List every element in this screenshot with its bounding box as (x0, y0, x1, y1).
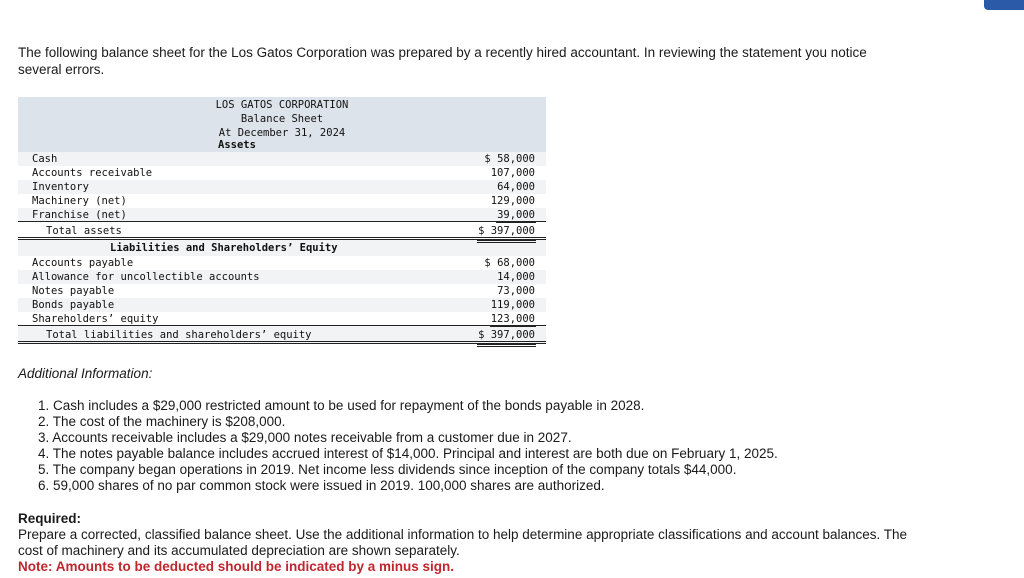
balance-sheet-header (18, 97, 546, 139)
statement-date: At December 31, 2024 (218, 127, 346, 139)
assets-heading: Assets (18, 138, 546, 152)
liability-row: Accounts payable $ 68,000 (32, 257, 535, 269)
list-item: 1. Cash includes a $29,000 restricted amount to be used for repayment of the bonds payable in 2028. (38, 398, 645, 413)
asset-row: Franchise (net) 39,000 (18, 208, 546, 222)
list-item: 6. 59,000 shares of no par common stock were issued in 2019. 100,000 shares are authorized. (38, 478, 605, 493)
asset-row: Accounts receivable 107,000 (32, 167, 535, 179)
liability-row: Shareholders’ equity 123,000 (18, 312, 546, 326)
company-name: LOS GATOS CORPORATION (215, 99, 349, 111)
liabilities-heading: Liabilities and Shareholders’ Equity (18, 240, 546, 256)
list-item: 5. The company began operations in 2019. Net income less dividends since inception of the company totals $44,000. (38, 462, 737, 477)
required-heading: Required: (18, 511, 82, 526)
required-text: Prepare a corrected, classified balance sheet. Use the additional information to help determine appropriate classifications and account balances. The cost of machinery and its accumulated depreciation are shown separately. (18, 527, 908, 558)
additional-info-heading: Additional Information: (18, 366, 153, 381)
liability-row: Notes payable 73,000 (32, 285, 535, 297)
asset-row: Cash $ 58,000 (18, 152, 546, 166)
total-assets-row: Total assets $ 397,000 (18, 222, 546, 240)
liability-row: Bonds payable 119,000 (18, 298, 546, 312)
statement-title: Balance Sheet (240, 113, 324, 125)
list-item: 2. The cost of the machinery is $208,000. (38, 414, 286, 429)
total-liabilities-row: Total liabilities and shareholders’ equity $ 397,000 (18, 326, 546, 344)
asset-row: Machinery (net) 129,000 (32, 195, 535, 207)
liability-row: Allowance for uncollectible accounts 14,000 (18, 270, 546, 284)
additional-info-list (38, 398, 898, 494)
intro-text: The following balance sheet for the Los Gatos Corporation was prepared by a recently hired accountant. In reviewing the statement you notice several errors. (18, 45, 867, 77)
list-item: 3. Accounts receivable includes a $29,000 notes receivable from a customer due in 2027. (38, 430, 572, 445)
note-text: Note: Amounts to be deducted should be indicated by a minus sign. (18, 559, 455, 574)
balance-sheet (18, 97, 546, 344)
top-right-button[interactable] (984, 0, 1024, 10)
list-item: 4. The notes payable balance includes accrued interest of $14,000. Principal and interest are both due on February 1, 2025. (38, 446, 778, 461)
asset-row: Inventory 64,000 (18, 180, 546, 194)
